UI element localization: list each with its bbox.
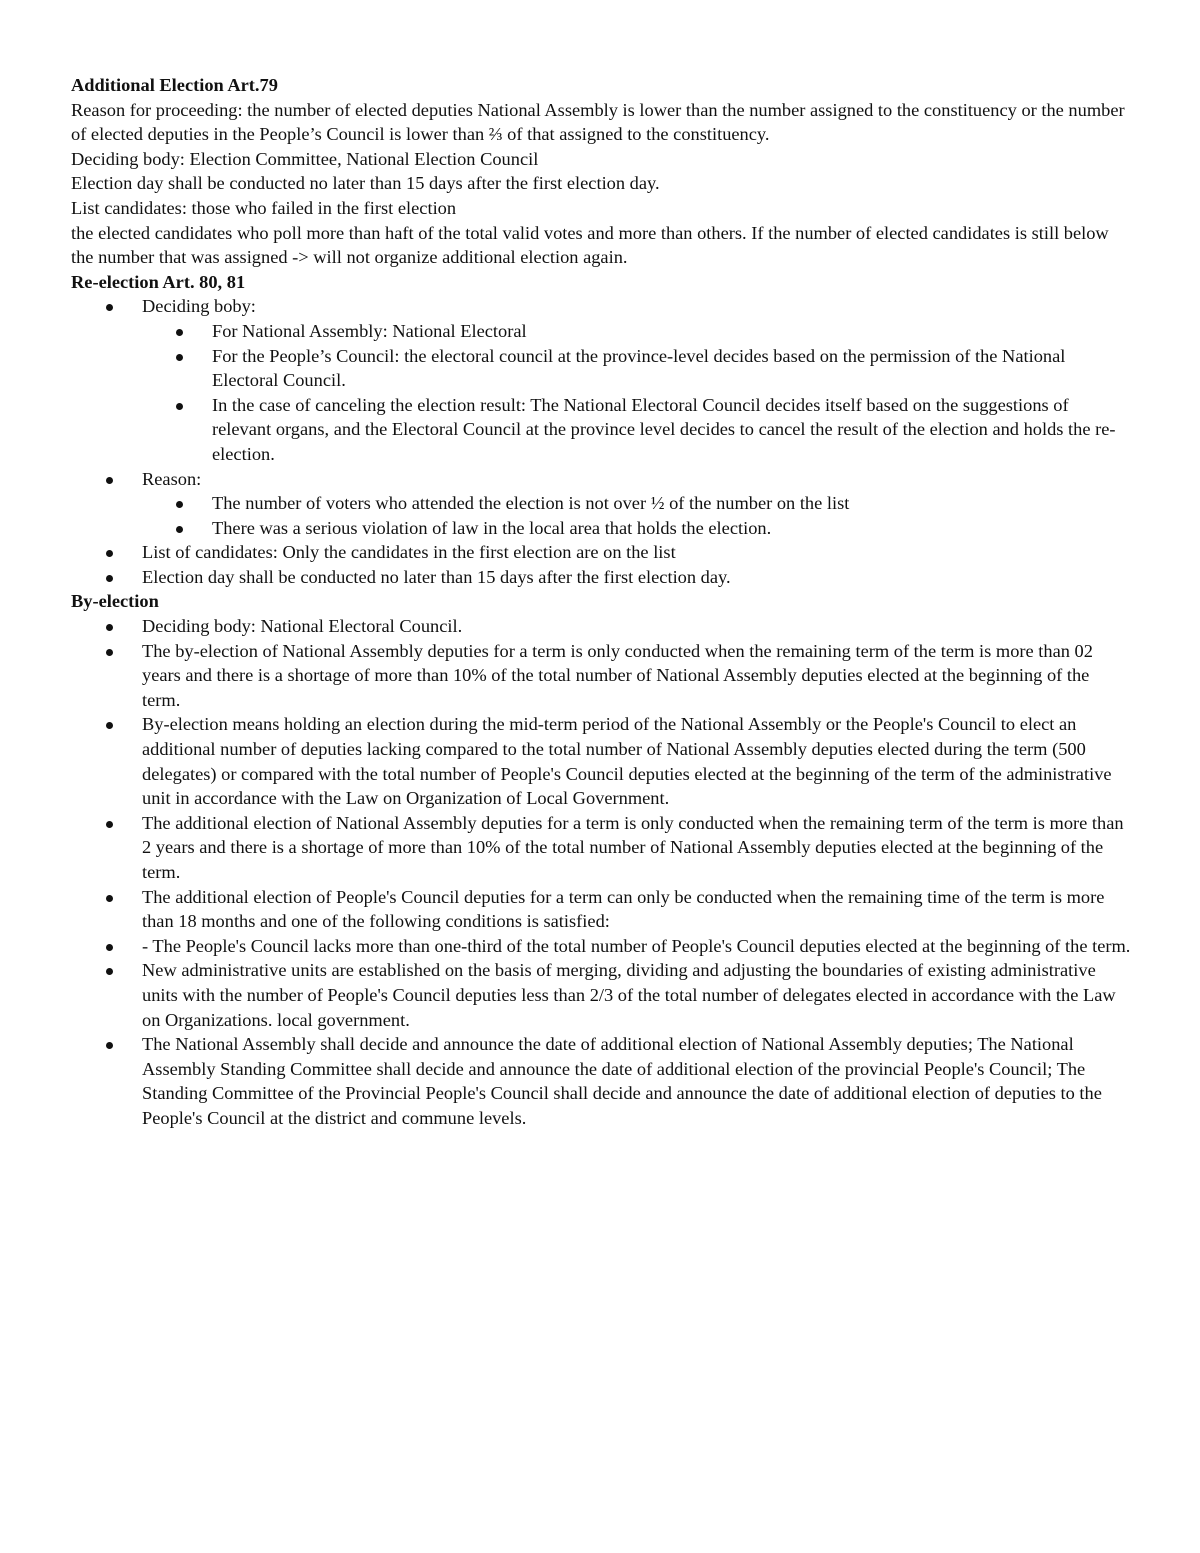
bullet-icon bbox=[176, 354, 183, 361]
list-item bbox=[71, 1032, 1131, 1130]
list-item-text: The National Assembly shall decide and announce the date of additional election of National Assembly deputies; The National Assembly Standing Committee shall decide and announce the date of additional election of the provincial People's Council; The Standing Committee of the Provincial People's Council shall decide and announce the date of additional election of deputies to the People's Council at the district and commune levels. bbox=[142, 1034, 1102, 1128]
bullet-icon bbox=[106, 895, 113, 902]
bullet-icon bbox=[106, 821, 113, 828]
list-item-text: By-election means holding an election during the mid-term period of the National Assembly or the People's Council to elect an additional number of deputies lacking compared to the total number of National Assembly deputies elected during the term (500 delegates) or compared with the total number of People's Council deputies elected at the beginning of the term of the administrative unit in accordance with the Law on Organization of Local Government. bbox=[142, 714, 1112, 809]
sublist-item bbox=[71, 393, 1131, 467]
list-item-text: For the People’s Council: the electoral council at the province-level decides based on the permission of the National Electoral Council. bbox=[212, 345, 1066, 391]
list-item bbox=[71, 467, 1131, 541]
list-item-text: List of candidates: Only the candidates in the first election are on the list bbox=[142, 542, 676, 563]
reason-sublist bbox=[71, 491, 1131, 540]
list-item-text: Deciding body: National Electoral Council. bbox=[142, 616, 463, 637]
section-heading-additional-election: Additional Election Art.79 bbox=[71, 75, 278, 95]
bullet-icon bbox=[106, 944, 113, 951]
paragraph-deciding-body: Deciding body: Election Committee, National Election Council bbox=[71, 148, 539, 169]
section-heading-re-election: Re-election Art. 80, 81 bbox=[71, 271, 246, 292]
list-item bbox=[71, 540, 1131, 565]
paragraph-list-candidates: List candidates: those who failed in the first election bbox=[71, 197, 457, 218]
list-item-text: Election day shall be conducted no later than 15 days after the first election day. bbox=[142, 566, 731, 587]
list-item-text: - The People's Council lacks more than one-third of the total number of People's Council deputies elected at the beginning of the term. bbox=[142, 935, 1131, 956]
bullet-icon bbox=[106, 477, 113, 484]
bullet-icon bbox=[106, 624, 113, 631]
bullet-icon bbox=[106, 304, 113, 311]
bullet-icon bbox=[176, 501, 183, 508]
deciding-body-sublist bbox=[71, 319, 1131, 467]
list-item-text: The additional election of National Assembly deputies for a term is only conducted when the remaining term of the term is more than 2 years and there is a shortage of more than 10% of the total number of National Assembly deputies elected at the beginning of the term. bbox=[142, 812, 1124, 882]
list-item bbox=[71, 614, 1131, 639]
document-page bbox=[71, 73, 1131, 1131]
list-item-text: In the case of canceling the election result: The National Electoral Council decides itself based on the suggestions of relevant organs, and the Electoral Council at the province level decides to cancel the result of the election and holds the re-election. bbox=[212, 394, 1116, 464]
bullet-icon bbox=[176, 329, 183, 336]
list-item-text: New administrative units are established on the basis of merging, dividing and adjusting the boundaries of existing administrative units with the number of People's Council deputies less than 2/3 of the total number of delegates elected in accordance with the Law on Organizations. local government. bbox=[142, 960, 1116, 1030]
sublist-item bbox=[71, 516, 1131, 541]
sublist-item bbox=[71, 344, 1131, 393]
list-item-text: Reason: bbox=[142, 468, 202, 489]
list-item bbox=[71, 934, 1131, 959]
list-item bbox=[71, 811, 1131, 885]
by-election-list bbox=[71, 614, 1131, 1130]
re-election-list bbox=[71, 294, 1131, 589]
list-item-text: There was a serious violation of law in the local area that holds the election. bbox=[212, 517, 772, 538]
list-item bbox=[71, 639, 1131, 713]
bullet-icon bbox=[106, 1042, 113, 1049]
list-item-text: For National Assembly: National Electoral bbox=[212, 320, 527, 341]
list-item bbox=[71, 885, 1131, 934]
section-heading-by-election: By-election bbox=[71, 591, 159, 612]
bullet-icon bbox=[176, 403, 183, 410]
list-item bbox=[71, 294, 1131, 466]
bullet-icon bbox=[106, 649, 113, 656]
bullet-icon bbox=[106, 722, 113, 729]
bullet-icon bbox=[106, 550, 113, 557]
list-item bbox=[71, 712, 1131, 810]
paragraph-reason: Reason for proceeding: the number of elected deputies National Assembly is lower than the number assigned to the constituency or the number of elected deputies in the People’s Council is lower than ⅔ of that assigned to the constituency. bbox=[71, 99, 1125, 145]
bullet-icon bbox=[176, 526, 183, 533]
list-item-text: The by-election of National Assembly deputies for a term is only conducted when the remaining term of the term is more than 02 years and there is a shortage of more than 10% of the total number of National Assembly deputies elected at the beginning of the term. bbox=[142, 640, 1093, 710]
list-item bbox=[71, 565, 1131, 590]
list-item-text: The number of voters who attended the election is not over ½ of the number on the list bbox=[212, 493, 850, 514]
paragraph-elected-candidates: the elected candidates who poll more than haft of the total valid votes and more than others. If the number of elected candidates is still below the number that was assigned -> will not organize additional election again. bbox=[71, 222, 1109, 268]
sublist-item bbox=[71, 491, 1131, 516]
sublist-item bbox=[71, 319, 1131, 344]
bullet-icon bbox=[106, 968, 113, 975]
list-item-text: The additional election of People's Council deputies for a term can only be conducted when the remaining time of the term is more than 18 months and one of the following conditions is satisfied: bbox=[142, 886, 1105, 932]
paragraph-election-day: Election day shall be conducted no later than 15 days after the first election day. bbox=[71, 173, 660, 194]
list-item bbox=[71, 958, 1131, 1032]
list-item-text: Deciding boby: bbox=[142, 296, 256, 317]
bullet-icon bbox=[106, 575, 113, 582]
